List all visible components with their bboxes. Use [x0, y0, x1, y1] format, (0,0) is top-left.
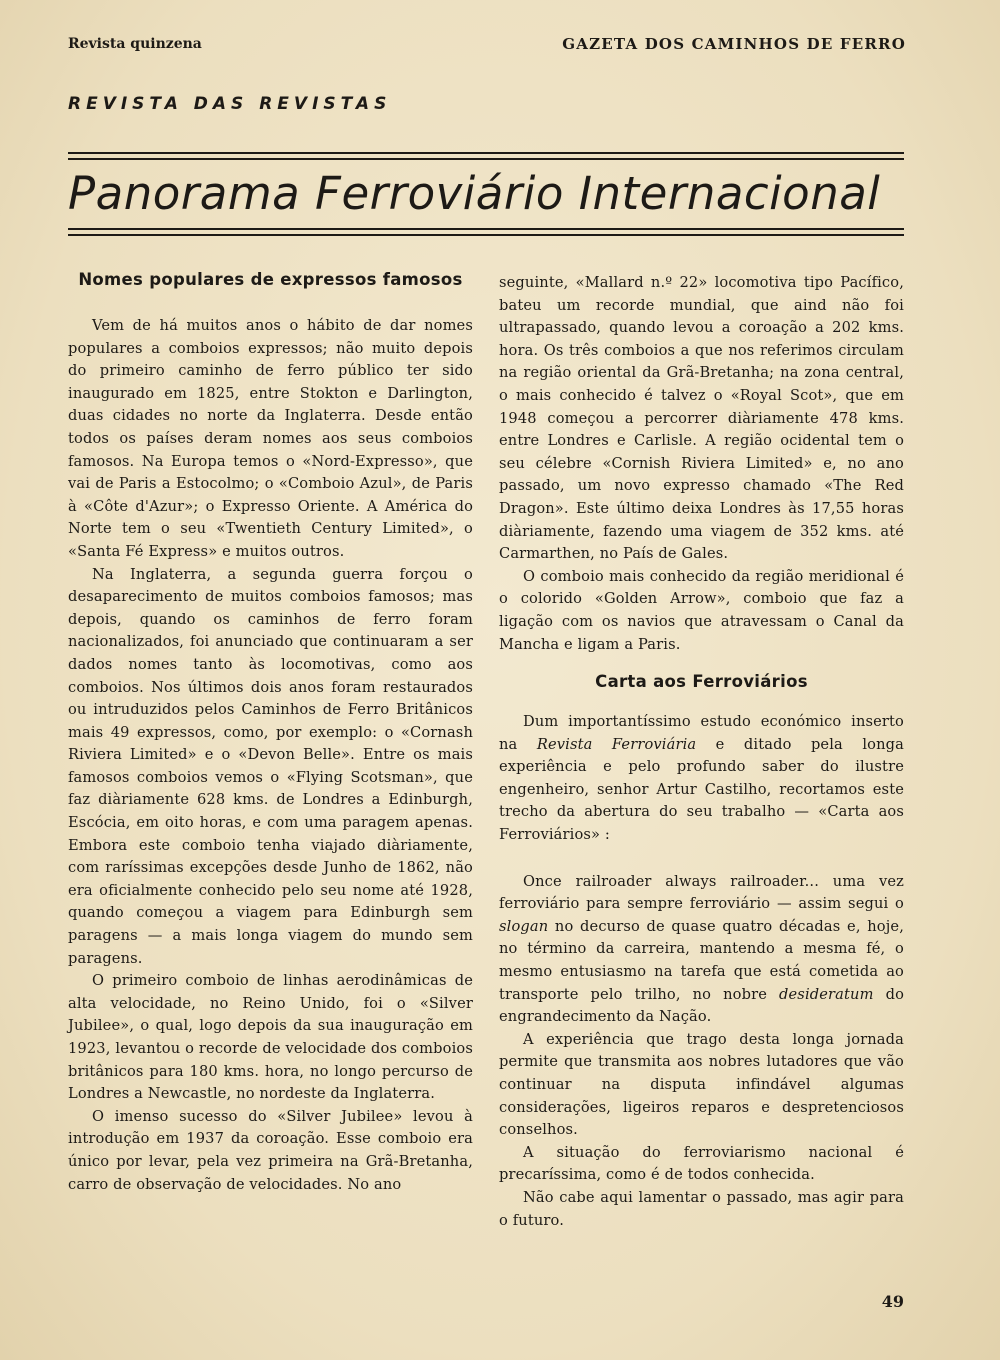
quote-text-3: do engrandecimento da Nação.: [499, 985, 905, 1026]
quote-desideratum: desideratum: [779, 985, 874, 1003]
quote-text-2: no decurso de quase quatro décadas e, hoje, no término da carreira, mantendo a mesma fé, o mesmo entusiasmo na tarefa que está cometida ao transporte pelo trilho, no nobre: [499, 917, 904, 1003]
journal-name: Revista Ferroviária: [536, 735, 697, 753]
running-header-right: GAZETA DOS CAMINHOS DE FERRO: [562, 35, 906, 53]
paragraph: Não cabe aqui lamentar o passado, mas agir para o futuro.: [499, 1188, 904, 1229]
intro-text-before: Dum importantíssimo estudo económico inserto na: [499, 713, 904, 753]
right-column: [499, 272, 904, 1232]
quote-paragraph: [499, 871, 904, 1029]
paragraph: Vem de há muitos anos o hábito de dar nomes populares a comboios expressos; não muito depois do primeiro caminho de ferro público ter sido inaugurado em 1825, entre Stokton e Darlington, duas cidades no norte da Inglaterra. Desde então todos os países deram nomes aos seus comboios famosos. Na Europa temos o «Nord-Expresso», que vai de Paris a Estocolmo; o «Comboio Azul», de Paris à «Côte d'Azur»; o Expresso Oriente. A América do Norte tem o seu «Twentieth Century Limited», o «Santa Fé Express» e muitos outros.: [68, 317, 473, 560]
intro-paragraph: [499, 711, 904, 847]
article-title: Panorama Ferroviário Internacional: [68, 167, 881, 220]
paragraph: Na Inglaterra, a segunda guerra forçou o desaparecimento de muitos comboios famosos; mas depois, quando os caminhos de ferro foram nacionalizados, foi anunciado que continuaram a ser dados nomes tanto às locomotivas, como aos comboios. Nos últimos dois anos foram restaurados ou intruduzidos pelos Caminhos de Ferro Britânicos mais 49 expressos, como, por exemplo: o «Cornash Riviera Limited» e o «Devon Belle». Entre os mais famosos comboios vemos o «Flying Scotsman», que faz diàriamente 628 kms. de Londres a Edinburgh, Escócia, em oito horas, e com uma paragem apenas. Embora este comboio tenha viajado diàriamente, com raríssimas excepções desde Junho de 1862, não era oficialmente conhecido pelo seu nome até 1928, quando começou a viagem para Edinburgh sem paragens — a mais longa viagem do mundo sem paragens.: [68, 565, 473, 967]
left-subheading: Nomes populares de expressos famosos: [78, 270, 463, 289]
page-number: 49: [881, 1292, 904, 1311]
paragraph: O imenso sucesso do «Silver Jubilee» levou à introdução em 1937 da coroação. Esse comboio era único por levar, pela vez primeira na Grã-Bretanha, carro de observação de velocidades. No ano: [68, 1107, 473, 1193]
section-title: REVISTA DAS REVISTAS: [68, 94, 392, 114]
quote-text-1: Once railroader always railroader... uma vez ferroviário para sempre ferroviário — assim segui o: [499, 872, 904, 913]
intro-text-after: e ditado pela longa experiência e pelo profundo saber do ilustre engenheiro, senhor Artur Castilho, recortamos este trecho da abertura do seu trabalho — «Carta aos Ferroviários» :: [499, 735, 904, 844]
title-rule-bottom-inner: [68, 228, 904, 230]
title-rule-top: [68, 152, 904, 154]
paragraph: O primeiro comboio de linhas aerodinâmicas de alta velocidade, no Reino Unido, foi o «Silver Jubilee», o qual, logo depois da sua inauguração em 1923, levantou o recorde de velocidade dos comboios britânicos para 180 kms. hora, no longo percurso de Londres a Newcastle, no nordeste da Inglaterra.: [68, 972, 473, 1103]
paragraph: A situação do ferroviarismo nacional é precaríssima, como é de todos conhecida.: [499, 1143, 904, 1184]
right-subheading: Carta aos Ferroviários: [595, 672, 808, 692]
running-header-left: Revista quinzena: [68, 36, 202, 52]
paragraph: O comboio mais conhecido da região meridional é o colorido «Golden Arrow», comboio que faz a ligação com os navios que atravessam o Canal da Mancha e ligam a Paris.: [499, 567, 904, 653]
paragraph-continuation: seguinte, «Mallard n.º 22» locomotiva tipo Pacífico, bateu um recorde mundial, que aind não foi ultrapassado, quando levou a coroação a 202 kms. hora. Os três comboios a que nos referimos circulam na região oriental da Grã-Bretanha; na zona central, o mais conhecido é talvez o «Royal Scot», que em 1948 começou a percorrer diàriamente 478 kms. entre Londres e Carlisle. A região ocidental tem o seu célebre «Cornish Riviera Limited» e, no ano passado, um novo expresso chamado «The Red Dragon». Este último deixa Londres às 17,55 horas diàriamente, fazendo uma viagem de 352 kms. até Carmarthen, no País de Gales.: [499, 274, 904, 563]
quote-slogan: slogan: [499, 917, 549, 935]
paragraph: A experiência que trago desta longa jornada permite que transmita aos nobres lutadores que vão continuar na disputa infindável algumas considerações, ligeiros reparos e despretenciosos conselhos.: [499, 1030, 904, 1139]
left-column: [68, 270, 473, 1196]
title-rule-bottom: [68, 234, 904, 236]
